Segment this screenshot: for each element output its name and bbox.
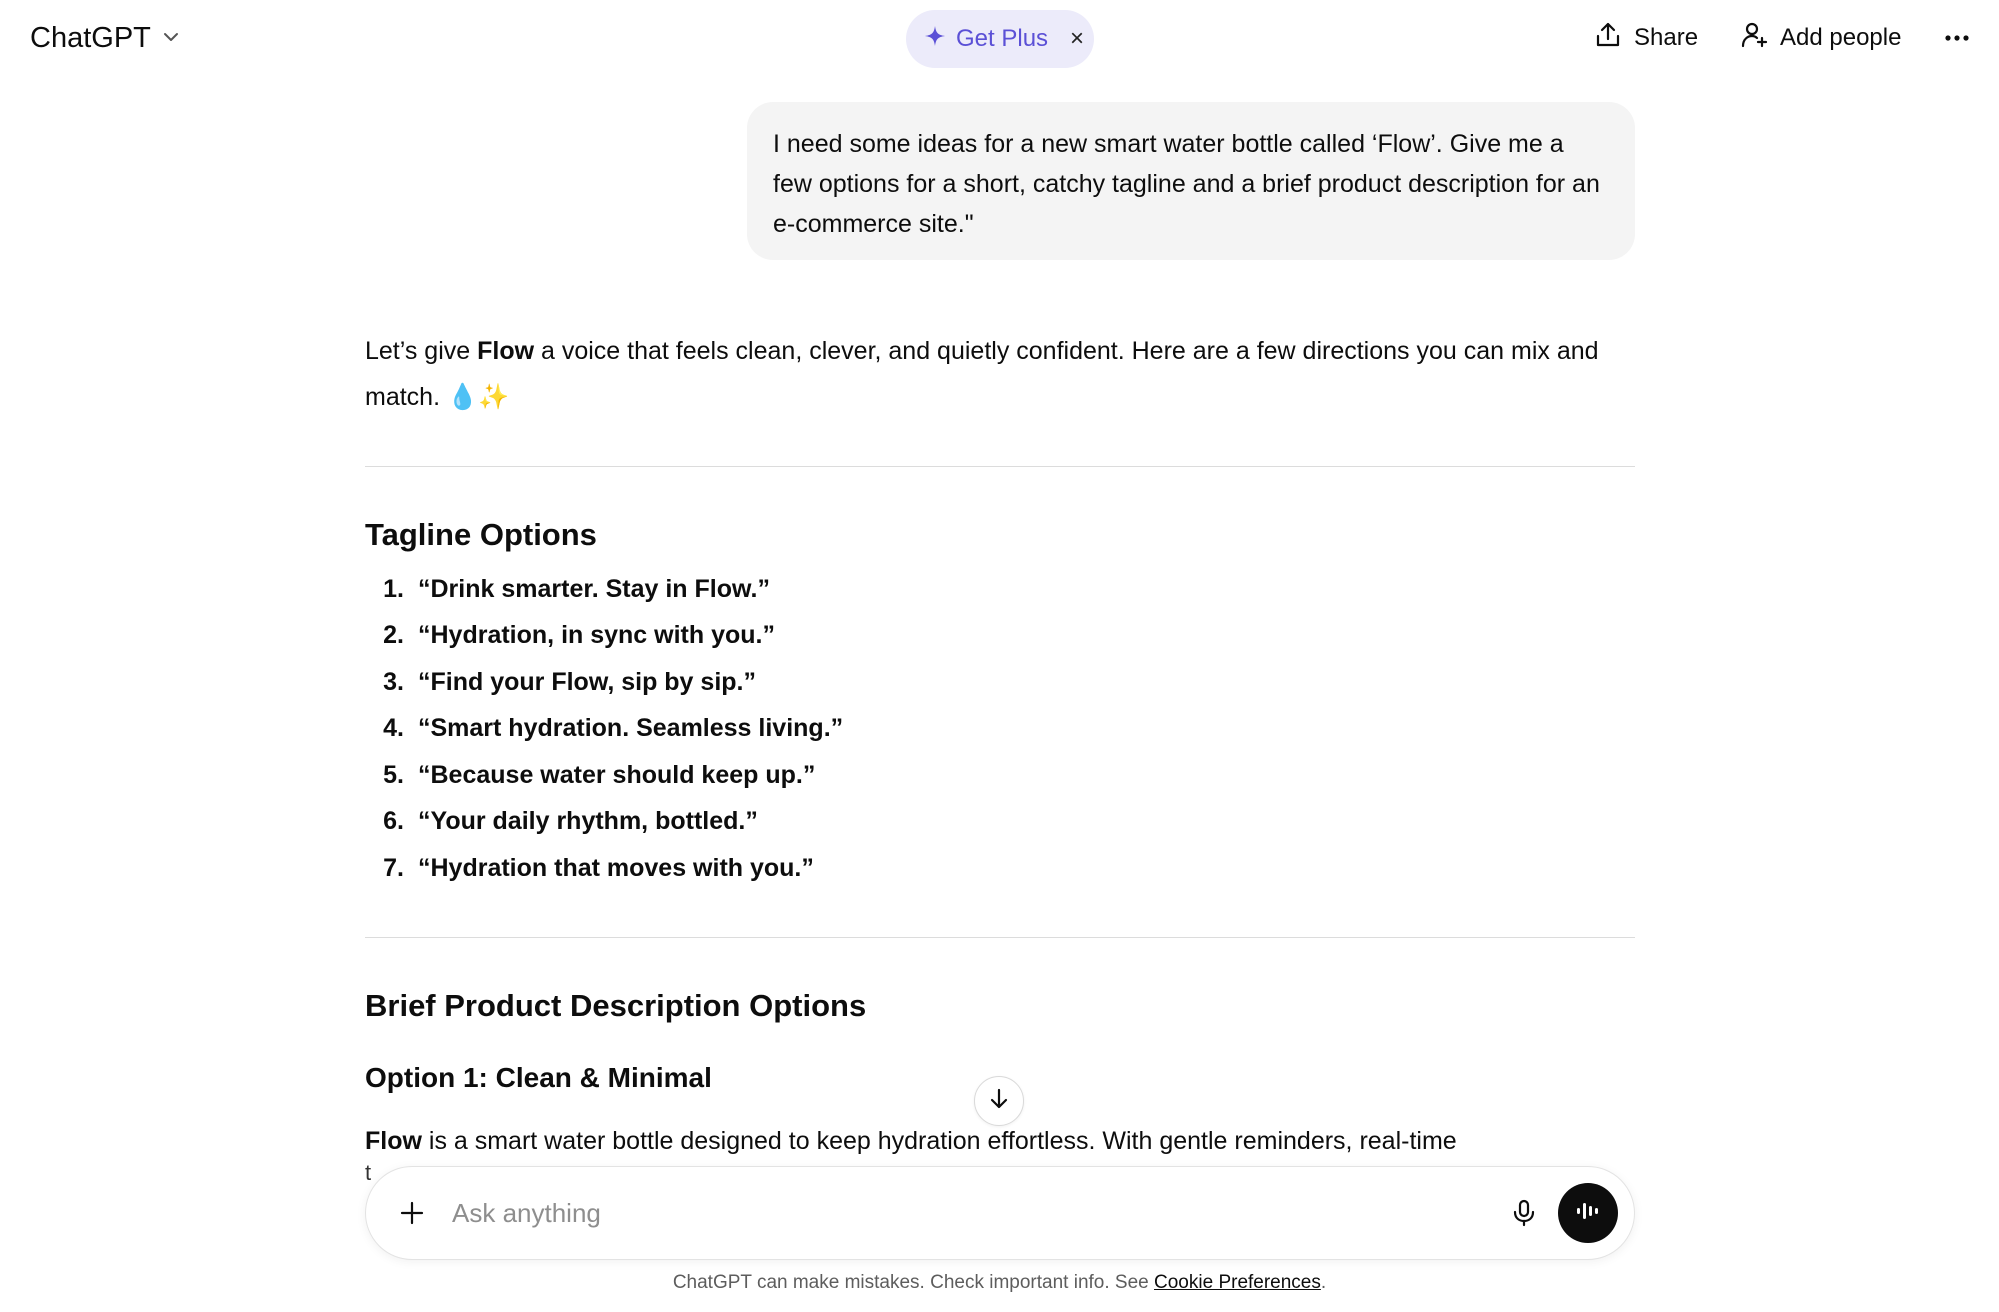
add-people-label: Add people [1780,24,1902,51]
list-item [365,845,843,892]
list-number: 6. [383,807,404,836]
message-composer [365,1166,1635,1260]
top-bar [0,0,1999,76]
tagline-text: “Drink smarter. Stay in Flow.” [418,574,770,603]
description-text: is a smart water bottle designed to keep hydration effortless. With gentle reminders, real-time [421,1127,1457,1155]
list-item [365,799,843,846]
divider [365,466,1635,467]
disclaimer-text: ChatGPT can make mistakes. Check important info. See [672,1272,1155,1293]
list-item [365,613,843,660]
cookie-preferences-link[interactable]: Cookie Preferences [1154,1272,1321,1293]
add-person-icon [1740,21,1768,56]
voice-mode-icon [1575,1199,1601,1228]
description-brand: Flow [365,1127,422,1155]
mic-icon[interactable] [1502,1191,1546,1235]
tagline-text: “Find your Flow, sip by sip.” [418,667,756,696]
intro-text-after: a voice that feels clean, clever, and quietly confident. Here are a few directions you can mix and match. 💧✨ [365,337,1599,411]
option1-heading: Option 1: Clean & Minimal [365,1062,712,1093]
get-plus-label: Get Plus [956,25,1049,52]
user-message-bubble: I need some ideas for a new smart water bottle called ‘Flow’. Give me a few options for a short, catchy tagline and a brief product description for an e-commerce site." [747,102,1635,260]
chevron-down-icon [161,22,181,55]
add-people-button[interactable] [1740,18,1901,58]
list-number: 7. [383,853,404,882]
sparkle-icon [924,25,946,54]
list-item [365,752,843,799]
more-icon[interactable] [1940,22,1974,54]
model-switcher[interactable] [18,16,193,60]
intro-brand: Flow [477,337,535,365]
list-item [365,566,843,613]
list-number: 3. [383,667,404,696]
tagline-heading: Tagline Options [365,517,597,552]
list-number: 2. [383,621,404,650]
disclaimer-end: . [1320,1272,1327,1293]
divider [365,937,1635,938]
tagline-text: “Because water should keep up.” [418,760,816,789]
tagline-text: “Smart hydration. Seamless living.” [418,714,844,743]
tagline-text: “Hydration that moves with you.” [418,853,814,882]
tagline-list [365,566,843,892]
tagline-text: “Your daily rhythm, bottled.” [418,807,758,836]
plus-icon[interactable] [390,1191,434,1235]
list-item [365,706,843,753]
list-item [365,659,843,706]
arrow-down-icon [986,1086,1012,1117]
assistant-intro [365,328,1635,420]
scroll-to-bottom-button[interactable] [974,1076,1024,1126]
close-icon[interactable]: × [1070,25,1085,52]
description-heading: Brief Product Description Options [365,988,867,1023]
list-number: 5. [383,760,404,789]
list-number: 1. [383,574,404,603]
share-label: Share [1634,24,1699,51]
model-label: ChatGPT [30,21,151,54]
option1-description [365,1122,1635,1160]
list-number: 4. [383,714,404,743]
prompt-input[interactable] [452,1189,1352,1237]
tagline-text: “Hydration, in sync with you.” [418,621,775,650]
intro-text-before: Let’s give [365,337,478,365]
get-plus-pill[interactable] [906,10,1094,68]
voice-mode-button[interactable] [1558,1183,1618,1243]
share-button[interactable] [1594,18,1698,58]
description-cutoff: t [365,1160,372,1185]
disclaimer [0,1272,1999,1294]
share-icon [1594,21,1622,56]
